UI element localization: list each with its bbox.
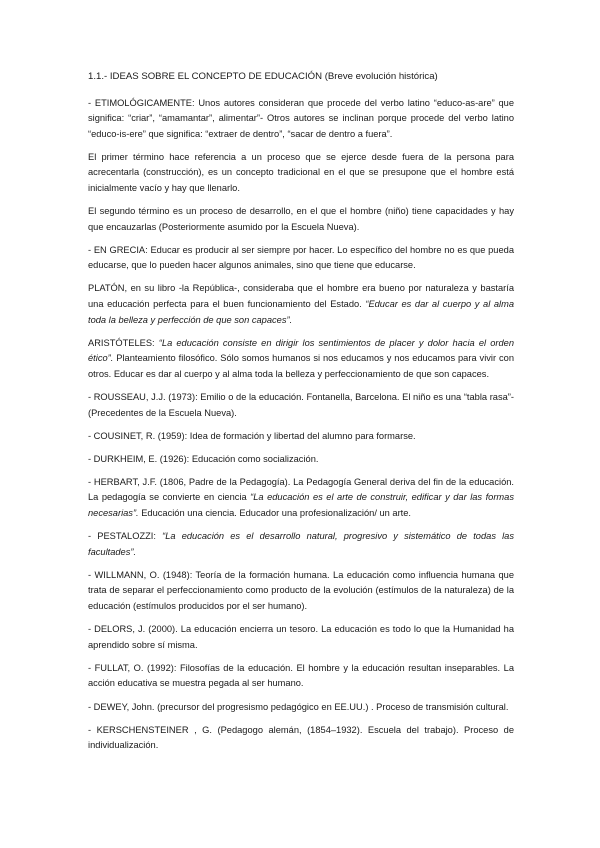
paragraph-text: El segundo término es un proceso de desarrollo, en el que el hombre (niño) tiene capacidades y hay que encauzarlas (Posteriormente asumido por la Escuela Nueva). [88, 206, 514, 232]
paragraph-text: - DELORS, J. (2000). La educación encierra un tesoro. La educación es todo lo que la Humanidad ha aprendido sobre sí misma. [88, 624, 514, 650]
quote-italic: “La educación es el desarrollo natural, progresivo y sistemático de todas las facultades”. [88, 531, 514, 557]
paragraph-delors [88, 622, 514, 653]
paragraph-cousinet [88, 429, 514, 445]
quote-italic: “Educar es dar al cuerpo y al alma toda la belleza y perfección de que son capaces”. [88, 299, 514, 325]
paragraph-etimologia [88, 96, 514, 143]
author-lead: - PESTALOZZI: [88, 531, 163, 542]
paragraph-text: PLATÓN, en su libro -la República-, consideraba que el hombre era bueno por naturaleza y bastaría una educación perfecta para el buen funcionamiento del Estado. [88, 283, 514, 310]
paragraph-text: - DEWEY, John. (precursor del progresismo pedagógico en EE.UU.) . Proceso de transmisión cultural. [88, 701, 509, 712]
paragraph-grecia [88, 243, 514, 274]
paragraph-rousseau [88, 390, 514, 421]
paragraph-text: - WILLMANN, O. (1948): Teoría de la formación humana. La educación como influencia humana que trata de separar el perfeccionamiento como producto de la evolución (estímulos de la naturaleza) de la educación (estímulos producidos por el ser humano). [88, 569, 514, 612]
paragraph-text: - COUSINET, R. (1959): Idea de formación y libertad del alumno para formarse. [88, 430, 416, 441]
paragraph-text: - ROUSSEAU, J.J. (1973): Emilio o de la educación. Fontanella, Barcelona. El niño es una “tabla rasa”- (Precedentes de la Escuela Nueva). [88, 392, 514, 418]
paragraph-text: - HERBART, J.F. (1806, Padre de la Pedagogía). La Pedagogía General deriva del fin de la educación. La pedagogía se convierte en ciencia [88, 476, 514, 503]
paragraph-text: El primer término hace referencia a un proceso que se ejerce desde fuera de la persona para acrecentarla (construcción), es un concepto tradicional en el que se presupone que el hombre está inicialmente vacío y hay que llenarlo. [88, 151, 514, 193]
quote-italic: “La educación consiste en dirigir los sentimientos de placer y dolor hacia el orden ético”. [88, 337, 514, 364]
paragraph-fullat [88, 661, 514, 692]
paragraph-durkheim [88, 452, 514, 468]
paragraph-kerschensteiner [88, 723, 514, 754]
paragraph-text: - ETIMOLÓGICAMENTE: Unos autores consideran que procede del verbo latino “educo-as-are” que significa: “criar”, “amamantar”, alimentar”- Otros autores se inclinan porque procede del verbo latino “educo-is-ere” que significa: “extraer de dentro”, “sacar de dentro a fuera”. [88, 97, 514, 139]
paragraph-segundo-termino [88, 204, 514, 235]
paragraph-aristoteles [88, 336, 514, 383]
author-lead: ARISTÓTELES: [88, 337, 159, 348]
quote-italic: “La educación es el arte de construir, edificar y dar las formas necesarias”. [88, 492, 514, 519]
paragraph-willmann [88, 568, 514, 615]
paragraph-text: Planteamiento filosófico. Sólo somos humanos si nos educamos y nos educamos para vivir con otros. Educar es dar al cuerpo y al alma toda la belleza y perfeccionamiento de que son capaces. [88, 353, 514, 379]
paragraph-herbart [88, 475, 514, 522]
paragraph-platon [88, 281, 514, 328]
paragraph-text: - EN GRECIA: Educar es producir al ser siempre por hacer. Lo específico del hombre no es que pueda educarse, que lo pueden hacer algunos animales, sino que tiene que educarse. [88, 244, 514, 271]
paragraph-primer-termino [88, 150, 514, 197]
paragraph-pestalozzi [88, 529, 514, 560]
section-title: 1.1.- IDEAS SOBRE EL CONCEPTO DE EDUCACIÓN (Breve evolución histórica) [88, 71, 438, 82]
paragraph-text: - DURKHEIM, E. (1926): Educación como socialización. [88, 453, 319, 464]
paragraph-text: - KERSCHENSTEINER , G. (Pedagogo alemán, (1854–1932). Escuela del trabajo). Proceso de individualización. [88, 724, 514, 751]
paragraph-text: - FULLAT, O. (1992): Filosofías de la educación. El hombre y la educación resultan inseparables. La acción educativa se muestra pegada al ser humano. [88, 662, 514, 689]
paragraph-dewey [88, 700, 514, 716]
paragraph-tail: Educación una ciencia. Educador una profesionalización/ un arte. [138, 508, 412, 519]
